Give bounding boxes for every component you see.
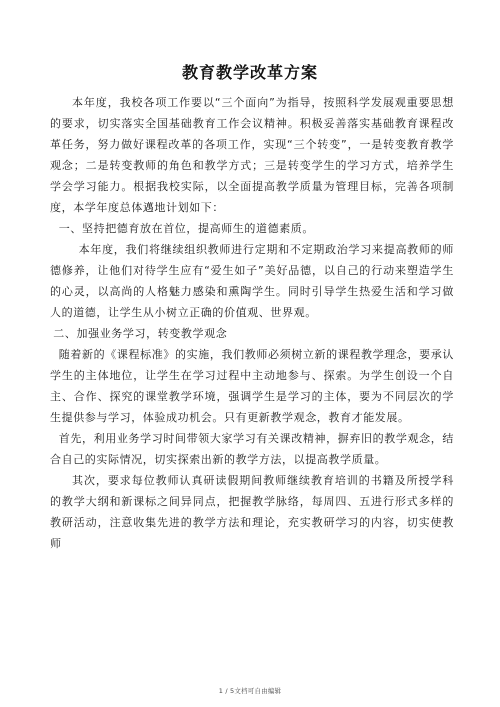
section-2-paragraph-1: 随着新的《课程标准》的实施，我们教师必须树立新的课程教学理念，要承认学生的主体地位，让学生在学习过程中主动地参与、探索。为学生创设一个自主、合作、探究的课堂教学环境，强调学生是学习的主体，要为不同层次的学生提供参与学习，体验成功机会。只有更新教学观念，教育才能发展。 [50,348,454,424]
intro-paragraph: 本年度，我校各项工作要以“三个面向”为指导，按照科学发展观重要思想的要求，切实落实全国基础教育工作会议精神。积极妥善落实基础教育课程改革任务，努力做好课程改革的各项工作，实现“三个转变”，一是转变教育教学观念；二是转变教师的角色和教学方式；三是转变学生的学习方式，培养学生学会学习能力。根据我校实际，以全面提高教学质量为管理目标，完善各项制度，本学年度总体邁地计划如下： [50,96,454,214]
section-1-paragraph: 本年度，我们将继续组织教师进行定期和不定期政治学习来提高教师的师德修养，让他们对待学生应有“爱生如子”美好品德，以自己的行动来塑造学生的心灵，以高尚的人格魅力感染和熏陶学生。同时引导学生热爱生活和学习做人的道德，让学生从小树立正确的价值观、世界观。 [50,243,454,319]
section-2-paragraph-2: 首先，利用业务学习时间带领大家学习有关课改精神，摒弃旧的教学观念，结合自己的实际情况，切实探索出新的教学方法，以提高教学质量。 [50,432,454,466]
section-2-paragraph-3: 其次，要求每位教师认真研读假期间教师继续教育培训的书籍及所授学科的教学大纲和新课标之间异同点，把握教学脉络，每周四、五进行形式多样的教研活动，注意收集先进的教学方法和理论，充实教研学习的内容，切实使教师 [50,474,454,550]
page-footer: 1 / 5文档可自由编辑 [218,687,282,695]
section-heading-2: 二、加强业务学习，转变教学观念 [53,327,228,340]
document-body [50,92,454,554]
document-title: 教育教学改革方案 [181,63,318,82]
section-heading-1: 一、坚持把德育放在首位，提高师生的道德素质。 [58,222,314,235]
